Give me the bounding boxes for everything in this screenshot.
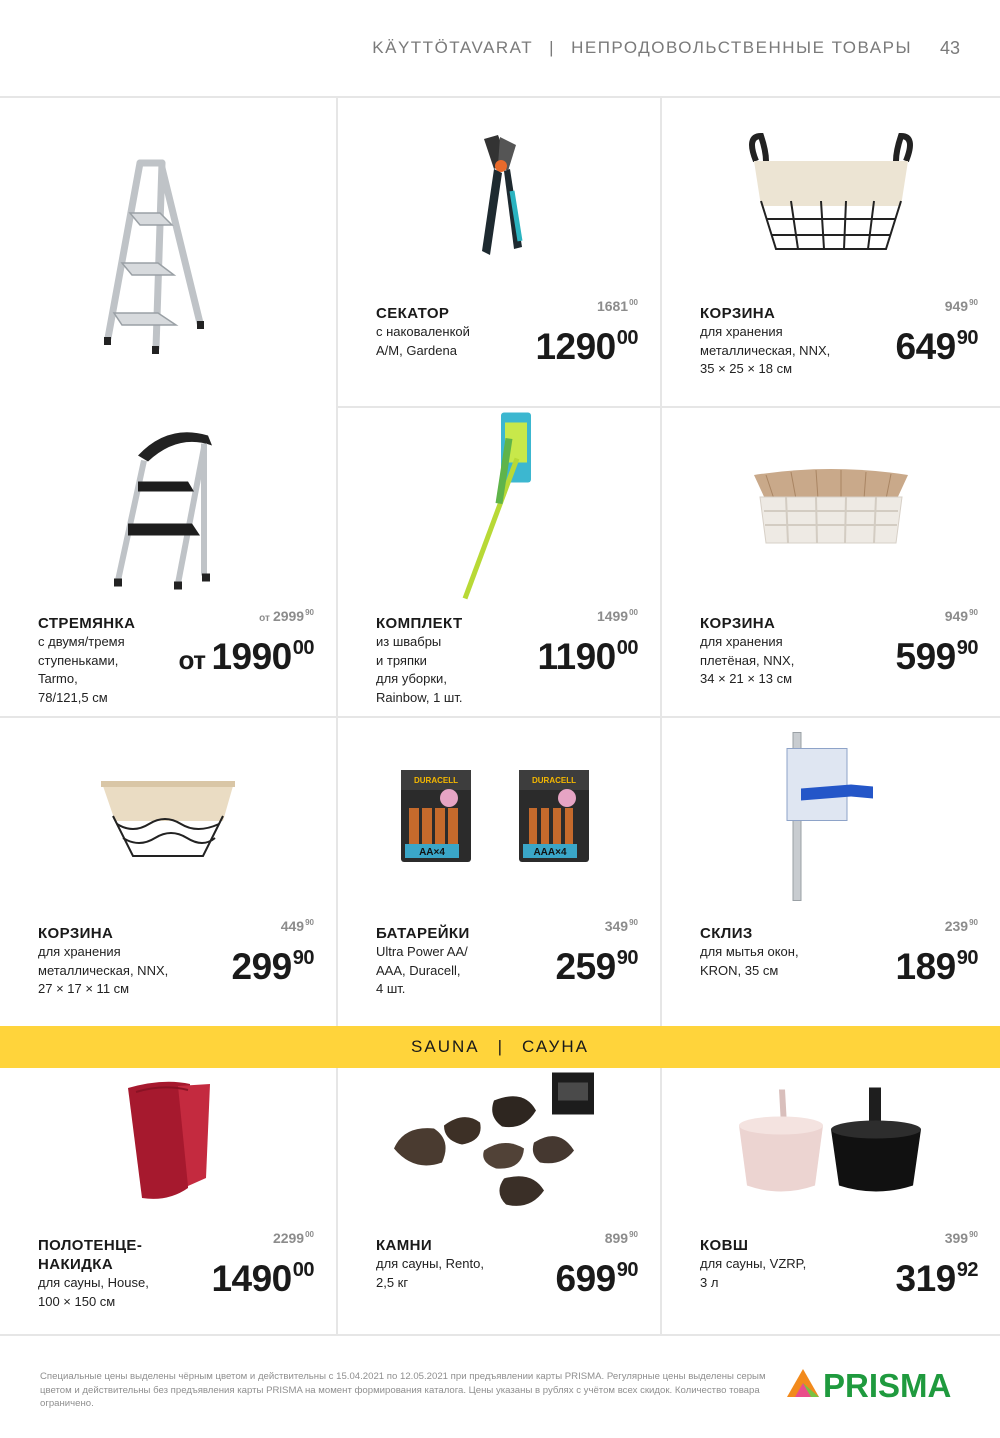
regular-price (273, 1230, 314, 1246)
band-title-ru: САУНА (522, 1037, 589, 1056)
regular-price-rubles: 949 (944, 298, 969, 314)
prisma-logo-text: PRISMA (823, 1367, 952, 1403)
special-price-kopecks: 00 (292, 1259, 314, 1281)
special-price-kopecks: 00 (616, 327, 638, 349)
special-price-rubles: 1290 (535, 326, 616, 367)
regular-price-rubles: 349 (604, 918, 629, 934)
regular-price-kopecks: 90 (969, 298, 978, 307)
product-name: КОВШ (700, 1237, 749, 1254)
product-description (38, 633, 125, 707)
special-price-rubles: 599 (895, 636, 956, 677)
special-price-prefix: от (178, 645, 206, 675)
description-line: для сауны, House, (38, 1275, 149, 1290)
description-line: с двумя/тремя (38, 634, 125, 649)
product-name: СЕКАТОР (376, 305, 450, 322)
description-line: A/M, Gardena (376, 342, 457, 358)
product-description (700, 943, 799, 980)
description-line: металлическая, NNX, (700, 342, 831, 358)
description-line: AAA, Duracell, (376, 962, 461, 978)
special-price (896, 1250, 978, 1299)
product-description (376, 943, 468, 999)
battery-label-aaa: AAA×4 (533, 846, 567, 858)
regular-price-rubles: 239 (944, 918, 969, 934)
regular-price-rubles: 1499 (596, 608, 629, 624)
ladder-tall-image (0, 98, 336, 406)
product-image (0, 408, 336, 608)
regular-price (605, 918, 638, 934)
special-price (896, 318, 978, 367)
description-line: 27 × 17 × 11 см (38, 981, 130, 996)
special-price-rubles: 1990 (211, 636, 292, 677)
special-price-rubles: 649 (895, 326, 956, 367)
regular-price-rubles: 449 (280, 918, 305, 934)
regular-price (281, 918, 314, 934)
product-name: СКЛИЗ (700, 925, 753, 942)
description-line: для сауны, Rento, (376, 1256, 484, 1271)
special-price (537, 628, 638, 677)
special-price-kopecks: 90 (956, 327, 978, 349)
product-image (662, 718, 1000, 913)
product-image (338, 408, 660, 603)
regular-price (259, 608, 314, 624)
special-price (232, 938, 314, 987)
special-price-kopecks: 90 (292, 947, 314, 969)
description-line: для мытья окон, (700, 944, 799, 959)
product-card (0, 718, 336, 1026)
product-description (700, 323, 830, 379)
product-name: КОРЗИНА (700, 615, 776, 632)
description-line: 4 шт. (376, 981, 406, 996)
page-header (0, 0, 1000, 96)
regular-price (945, 1230, 978, 1246)
product-description (38, 1274, 149, 1311)
description-line: 2,5 кг (376, 1274, 409, 1290)
description-line: металлическая, NNX, (38, 962, 169, 978)
product-card (338, 718, 660, 1026)
description-line: Rainbow, 1 шт. (376, 689, 463, 705)
product-name: БАТАРЕЙКИ (376, 925, 470, 942)
special-price-kopecks: 92 (956, 1259, 978, 1281)
regular-price-kopecks: 90 (305, 608, 314, 617)
description-line: для хранения (38, 944, 121, 959)
description-line: 34 × 21 × 13 см (700, 671, 793, 686)
special-price (535, 318, 638, 367)
product-name: СТРЕМЯНКА (38, 615, 136, 632)
description-line: для хранения (700, 634, 783, 649)
regular-price-rubles: 2999 (272, 608, 305, 624)
window-squeegee-icon (781, 728, 881, 903)
special-price-kopecks: 90 (956, 947, 978, 969)
description-line: 35 × 25 × 18 см (700, 361, 793, 376)
section-title-ru: НЕПРОДОВОЛЬСТВЕННЫЕ ТОВАРЫ (571, 38, 912, 57)
description-line: для уборки, (376, 671, 447, 686)
regular-price-kopecks: 00 (629, 608, 638, 617)
wire-basket-fabric-icon (736, 131, 926, 261)
product-card (662, 408, 1000, 716)
description-line: 3 л (700, 1274, 719, 1290)
product-image (662, 408, 1000, 603)
product-card (662, 718, 1000, 1026)
product-card (0, 408, 336, 716)
regular-price (597, 298, 638, 314)
regular-price-kopecks: 90 (629, 918, 638, 927)
section-title (372, 38, 912, 58)
special-price-rubles: 319 (895, 1258, 956, 1299)
regular-price-rubles: 2299 (272, 1230, 305, 1246)
regular-price-kopecks: 00 (305, 1230, 314, 1239)
special-price (211, 1250, 314, 1299)
description-line: Ultra Power AA/ (376, 944, 468, 959)
step-ladder-icon (108, 426, 228, 591)
special-price (896, 628, 978, 677)
battery-label-aa: AA×4 (419, 846, 445, 858)
product-card (338, 98, 660, 406)
special-price-rubles: 1490 (211, 1258, 292, 1299)
special-price-rubles: 1190 (537, 636, 616, 677)
towel-icon (118, 1078, 218, 1208)
special-price (896, 938, 978, 987)
description-line: для хранения (700, 324, 783, 339)
battery-brand-aa: DURACELL (414, 775, 458, 785)
product-image (662, 98, 1000, 293)
description-line: и тряпки (376, 652, 427, 668)
product-card (662, 1068, 1000, 1334)
product-description (376, 633, 463, 707)
product-description (376, 1255, 484, 1292)
sauna-section-band (0, 1026, 1000, 1068)
regular-price-kopecks: 90 (305, 918, 314, 927)
regular-price (945, 918, 978, 934)
footer-disclaimer: Специальные цены выделены чёрным цветом и действительны с 15.04.2021 по 12.05.2021 при предъявлении карты PRISMA. Регулярные цены выделены серым цветом и действительны без предъявления карты PRISMA на момент формирования каталога. Цены указаны в рублях с учётом всех скидок. Количество товара ограничено. (40, 1371, 766, 1409)
product-card (662, 98, 1000, 406)
special-price-kopecks: 90 (956, 637, 978, 659)
regular-price (605, 1230, 638, 1246)
regular-price-rubles: 949 (944, 608, 969, 624)
product-card (338, 1068, 660, 1334)
sauna-ladle-icon (731, 1086, 931, 1201)
regular-price-kopecks: 90 (629, 1230, 638, 1239)
product-image (662, 1068, 1000, 1218)
band-title-fi: SAUNA (411, 1037, 480, 1056)
regular-price (945, 298, 978, 314)
product-description (700, 633, 794, 689)
special-price-kopecks: 90 (616, 947, 638, 969)
regular-price-rubles: 899 (604, 1230, 629, 1246)
regular-price-rubles: 399 (944, 1230, 969, 1246)
special-price-rubles: 299 (231, 946, 292, 987)
description-line: с наковаленкой (376, 324, 470, 339)
description-line: 78/121,5 см (38, 689, 108, 705)
mop-icon (449, 408, 549, 603)
product-name: КАМНИ (376, 1237, 433, 1254)
battery-brand-aaa: DURACELL (532, 775, 576, 785)
product-description (38, 943, 168, 999)
aluminum-ladder-icon (100, 153, 240, 363)
regular-price-rubles: 1681 (596, 298, 629, 314)
product-image (0, 1068, 336, 1218)
description-line: плетёная, NNX, (700, 652, 795, 668)
special-price-kopecks: 00 (292, 637, 314, 659)
special-price-rubles: 699 (555, 1258, 616, 1299)
product-name: ПОЛОТЕНЦЕ- НАКИДКА (38, 1237, 143, 1273)
regular-price-kopecks: 00 (629, 298, 638, 307)
description-line: 100 × 150 см (38, 1293, 116, 1309)
wicker-basket-icon (746, 461, 916, 551)
prisma-logo (785, 1363, 960, 1403)
special-price (556, 1250, 638, 1299)
special-price (178, 628, 314, 680)
low-basket-icon (93, 766, 243, 866)
title-separator: | (549, 38, 556, 57)
description-line: Tarmo, (38, 671, 78, 686)
product-image (0, 718, 336, 913)
regular-price (945, 608, 978, 624)
batteries-icon (399, 766, 599, 866)
regular-price-prefix: от (259, 613, 270, 624)
description-line: ступеньками, (38, 652, 119, 668)
product-image (338, 98, 660, 293)
pruner-icon (464, 131, 534, 261)
band-separator: | (497, 1037, 505, 1056)
product-name: КОРЗИНА (38, 925, 114, 942)
regular-price-kopecks: 90 (969, 1230, 978, 1239)
special-price (556, 938, 638, 987)
section-title-fi: KÄYTTÖTAVARAT (372, 38, 534, 57)
regular-price-kopecks: 90 (969, 608, 978, 617)
product-description (700, 1255, 806, 1292)
description-line: KRON, 35 см (700, 962, 779, 978)
special-price-rubles: 259 (555, 946, 616, 987)
description-line: для сауны, VZRP, (700, 1256, 807, 1271)
product-card (338, 408, 660, 716)
product-image (338, 718, 660, 913)
regular-price-kopecks: 90 (969, 918, 978, 927)
divider (0, 1334, 1000, 1336)
special-price-kopecks: 90 (616, 1259, 638, 1281)
special-price-rubles: 189 (895, 946, 956, 987)
sauna-stones-icon (384, 1071, 614, 1216)
description-line: из швабры (376, 634, 442, 649)
product-card (0, 1068, 336, 1334)
special-price-kopecks: 00 (616, 637, 638, 659)
product-name: КОРЗИНА (700, 305, 776, 322)
product-name: КОМПЛЕКТ (376, 615, 463, 632)
page-number: 43 (939, 38, 960, 58)
product-image (338, 1068, 660, 1218)
product-description (376, 323, 470, 360)
regular-price (597, 608, 638, 624)
